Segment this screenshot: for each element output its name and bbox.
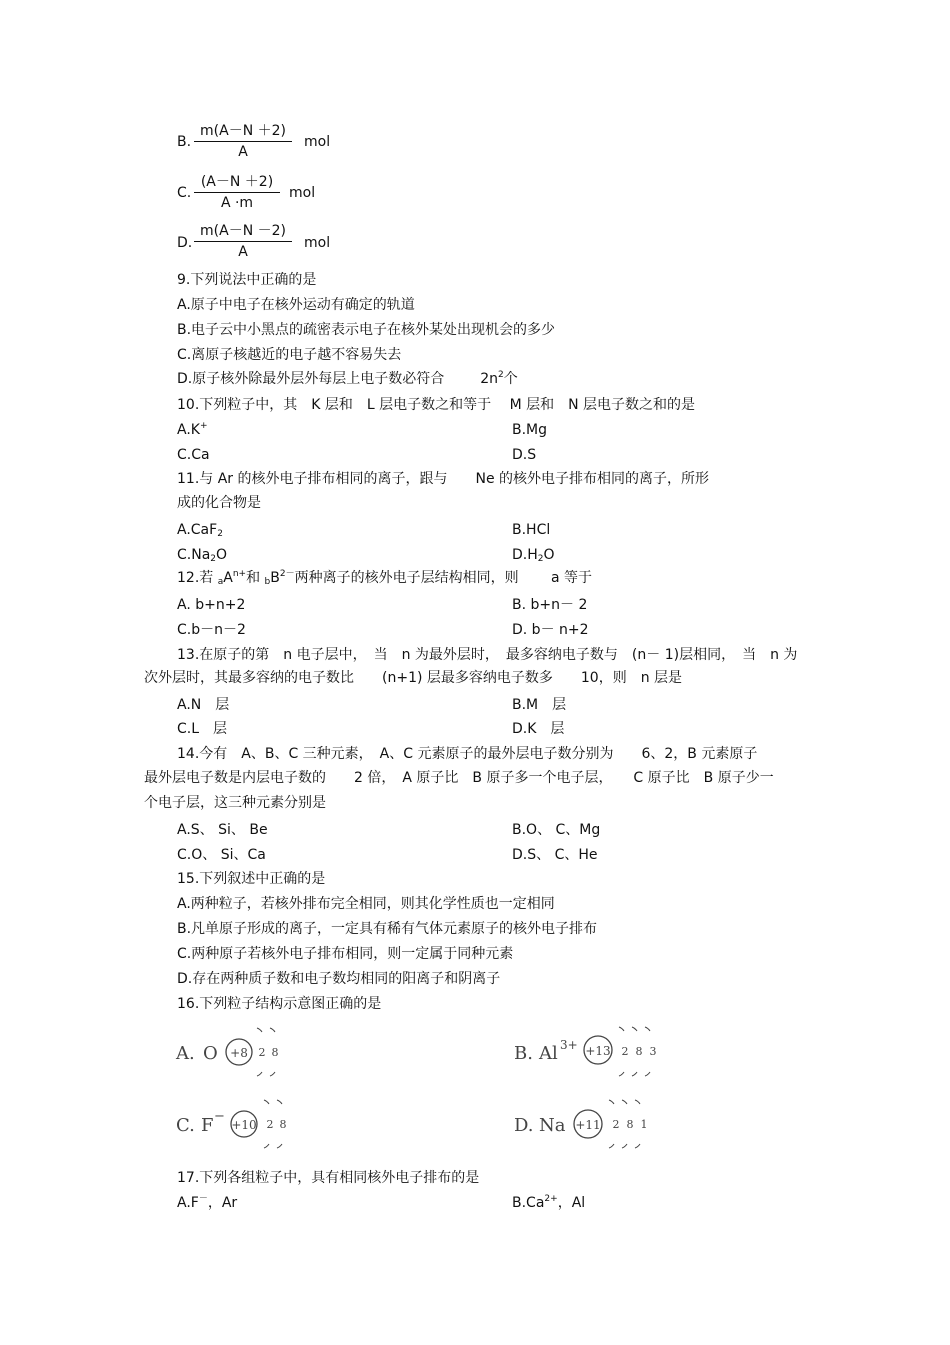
shell-arc-top [609, 1100, 640, 1104]
q15-option-d: D.存在两种质子数和电子数均相同的阳离子和阴离子 [177, 971, 501, 987]
q9-d-suffix: 个 [503, 371, 518, 387]
question-14-stem-line1: 14.今有 A、B、C 三种元素， A、C 元素原子的最外层电子数分别为 6、2，B 元素原子 [177, 746, 758, 762]
diagram-letter: C. [176, 1115, 195, 1136]
nucleus-charge: +13 [585, 1044, 611, 1058]
option-letter: B. [177, 134, 192, 150]
shell-electrons: 2 [621, 1045, 629, 1058]
q17-b-text: B.Ca [512, 1195, 545, 1211]
q11-a-text: A.CaF [177, 522, 218, 538]
q17-a-charge: － [198, 1194, 208, 1204]
fraction-numerator: m(A－N ＋2) [200, 123, 286, 139]
diagram-letter: A. [176, 1043, 195, 1064]
q9-option-c: C.离原子核越近的电子越不容易失去 [177, 347, 402, 363]
question-12-stem [177, 569, 592, 587]
question-9-stem: 9.下列说法中正确的是 [177, 272, 317, 288]
option-letter: D. [177, 235, 193, 251]
q10-option-a [177, 421, 208, 439]
nucleus-charge: +10 [231, 1118, 257, 1132]
unit-label: mol [304, 134, 331, 150]
q11-d-suffix: O [543, 547, 555, 563]
q17-option-a [177, 1194, 237, 1212]
fraction-bar [194, 141, 292, 142]
shell-electrons: 2 [266, 1118, 274, 1131]
q11-option-b: B.HCl [512, 522, 551, 538]
q9-d-text: D.原子核外除最外层外每层上电子数必符合 [177, 371, 445, 387]
fraction-denominator: A [238, 244, 248, 260]
q16-diagram-c [174, 1094, 304, 1152]
unit-label: mol [304, 235, 331, 251]
q16-diagram-b [512, 1022, 672, 1080]
q16-diagram-d [512, 1094, 662, 1152]
shell-arc-bottom [264, 1144, 282, 1148]
q17-option-b [512, 1194, 585, 1212]
shell-electrons: 1 [640, 1118, 648, 1131]
fraction [194, 222, 292, 261]
q15-option-a: A.两种粒子，若核外排布完全相同，则其化学性质也一定相同 [177, 896, 555, 912]
q13-option-c: C.L 层 [177, 721, 228, 737]
question-17-stem: 17.下列各组粒子中，具有相同核外电子排布的是 [177, 1170, 480, 1186]
q17-b-suffix: ，Al [557, 1195, 586, 1211]
q9-option-a: A.原子中电子在核外运动有确定的轨道 [177, 297, 415, 313]
q12-and: 和 [246, 570, 261, 586]
q12-option-d: D. b－ n+2 [512, 622, 589, 638]
q12-option-a: A. b+n+2 [177, 597, 246, 613]
element-symbol: F [201, 1115, 214, 1136]
question-11-stem-line1: 11.与 Ar 的核外电子排布相同的离子，跟与 Ne 的核外电子排布相同的离子，所形 [177, 471, 710, 487]
q15-option-c: C.两种原子若核外电子排布相同，则一定属于同种元素 [177, 946, 514, 962]
question-13-stem-line1: 13.在原子的第 n 电子层中， 当 n 为最外层时， 最多容纳电子数与 (n－ 1)层相同， 当 n 为 [177, 647, 798, 663]
q11-d-subscript: 2 [537, 554, 544, 564]
q12-ion-b-charge: 2－ [279, 569, 295, 579]
shell-electrons: 8 [635, 1045, 643, 1058]
question-11-stem-line2: 成的化合物是 [177, 495, 261, 511]
q12-option-c: C.b－n－2 [177, 622, 246, 638]
shell-arc-bottom [257, 1072, 275, 1076]
q14-option-d: D.S、 C、He [512, 847, 598, 863]
q12-option-b: B. b+n－ 2 [512, 597, 588, 613]
ion-charge: 3+ [560, 1038, 578, 1052]
q12-prefix: 12.若 [177, 570, 214, 586]
q11-c-subscript: 2 [210, 554, 217, 564]
element-symbol: Na [539, 1115, 566, 1136]
ion-charge: − [214, 1109, 225, 1124]
q17-a-suffix: ，Ar [207, 1195, 238, 1211]
q14-option-c: C.O、 Si、Ca [177, 847, 266, 863]
q10-a-text: A.K [177, 422, 200, 438]
q11-option-c [177, 546, 227, 564]
q11-d-text: D.H [512, 547, 538, 563]
q9-d-exponent: 2 [498, 370, 504, 380]
q17-a-text: A.F [177, 1195, 199, 1211]
fraction-denominator: A [238, 144, 248, 160]
q12-ion-a-charge: n+ [232, 569, 247, 579]
q9-option-d [177, 370, 518, 388]
q12-suffix: 两种离子的核外电子层结构相同，则 a 等于 [294, 570, 593, 586]
question-16-stem: 16.下列粒子结构示意图正确的是 [177, 996, 382, 1012]
shell-electrons: 8 [271, 1046, 279, 1059]
question-15-stem: 15.下列叙述中正确的是 [177, 871, 326, 887]
fraction-bar [194, 241, 292, 242]
q15-option-b: B.凡单原子形成的离子，一定具有稀有气体元素原子的核外电子排布 [177, 921, 598, 937]
question-13-stem-line2: 次外层时，其最多容纳的电子数比 (n+1) 层最多容纳电子数多 10，则 n 层是 [144, 670, 683, 686]
shell-electrons: 2 [258, 1046, 266, 1059]
question-14-stem-line3: 个电子层，这三种元素分别是 [144, 795, 326, 811]
fraction-numerator: m(A－N －2) [200, 223, 286, 239]
q12-ion-b: B [270, 570, 280, 586]
q11-option-a [177, 521, 223, 539]
q10-a-charge: + [199, 421, 208, 431]
option-letter: C. [177, 185, 192, 201]
q13-option-d: D.K 层 [512, 721, 565, 737]
q12-a-subscript: a [217, 577, 224, 587]
nucleus-charge: +11 [575, 1118, 601, 1132]
q10-option-d: D.S [512, 447, 537, 463]
question-14-stem-line2: 最外层电子数是内层电子数的 2 倍， A 原子比 B 原子多一个电子层， C 原子比 B 原子少一 [144, 770, 774, 786]
q10-option-b: B.Mg [512, 422, 548, 438]
q16-diagram-a [174, 1022, 294, 1080]
q12-ion-a: A [223, 570, 233, 586]
shell-arc-bottom [609, 1144, 640, 1148]
shell-electrons: 8 [279, 1118, 287, 1131]
q13-option-a: A.N 层 [177, 697, 230, 713]
shell-arc-bottom [619, 1072, 650, 1076]
q17-b-charge: 2+ [544, 1194, 558, 1204]
q11-a-subscript: 2 [217, 529, 223, 539]
q9-d-formula: 2n [480, 371, 499, 387]
nucleus-charge: +8 [230, 1046, 248, 1060]
diagram-letter: D. [514, 1115, 534, 1136]
q13-option-b: B.M 层 [512, 697, 567, 713]
q11-c-text: C.Na [177, 547, 211, 563]
shell-electrons: 2 [612, 1118, 620, 1131]
q14-option-a: A.S、 Si、 Be [177, 822, 268, 838]
fraction-bar [194, 192, 280, 193]
fraction [194, 122, 292, 161]
q9-option-b: B.电子云中小黑点的疏密表示电子在核外某处出现机会的多少 [177, 322, 556, 338]
element-symbol: O [203, 1043, 218, 1064]
unit-label: mol [289, 185, 316, 201]
q11-c-suffix: O [216, 547, 228, 563]
question-10-stem: 10.下列粒子中，其 K 层和 L 层电子数之和等于 M 层和 N 层电子数之和的是 [177, 397, 696, 413]
q12-b-subscript: b [264, 577, 271, 587]
shell-electrons: 8 [626, 1118, 634, 1131]
shell-arc-top [257, 1028, 275, 1032]
shell-electrons: 3 [649, 1045, 657, 1058]
shell-arc-top [619, 1027, 650, 1031]
fraction-numerator: (A－N ＋2) [200, 174, 274, 190]
element-symbol: Al [539, 1043, 558, 1064]
diagram-letter: B. [514, 1043, 533, 1064]
q11-option-d [512, 546, 555, 564]
q14-option-b: B.O、 C、Mg [512, 822, 601, 838]
fraction-denominator: A ·m [220, 195, 254, 211]
shell-arc-top [264, 1100, 282, 1104]
q10-option-c: C.Ca [177, 447, 210, 463]
fraction [194, 173, 280, 212]
